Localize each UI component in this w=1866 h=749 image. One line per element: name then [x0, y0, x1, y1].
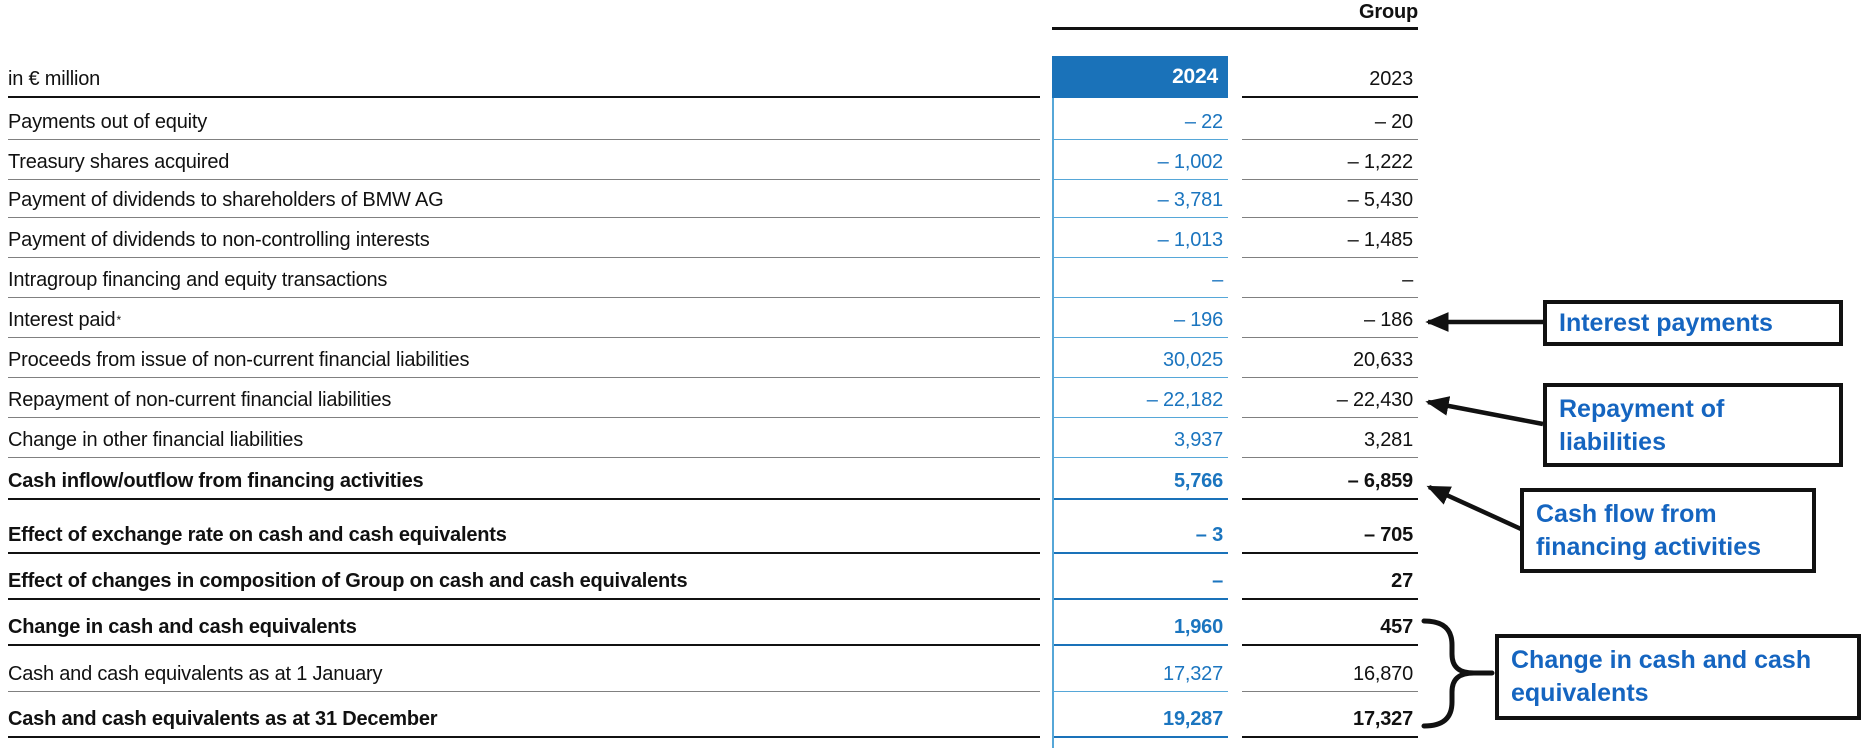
row-label: Intragroup financing and equity transactions [8, 269, 388, 291]
row-label: Effect of changes in composition of Group on cash and cash equivalents [8, 570, 688, 592]
column-gap [1228, 378, 1242, 418]
table-row [8, 500, 1418, 554]
column-gap [1228, 554, 1242, 600]
table-row [8, 338, 1418, 378]
column-gap [1040, 600, 1052, 646]
value-2024: – 1,013 [1052, 218, 1228, 258]
callout-repayment-liabilities [1543, 383, 1843, 467]
column-gap [1040, 38, 1052, 98]
column-gap [1040, 218, 1052, 258]
group-column-header: Group [1359, 1, 1418, 23]
column-gap [1228, 692, 1242, 738]
row-label: Treasury shares acquired [8, 151, 230, 173]
table-row [8, 218, 1418, 258]
column-gap [1040, 338, 1052, 378]
value-2023: – 5,430 [1242, 180, 1418, 218]
row-label: Cash inflow/outflow from financing activities [8, 470, 424, 492]
column-gap [1228, 458, 1242, 500]
value-2024: 5,766 [1052, 458, 1228, 500]
column-header-2024: 2024 [1052, 56, 1228, 98]
column-gap [1040, 500, 1052, 554]
value-2024: – [1052, 554, 1228, 600]
brace-change-in-cash [1424, 621, 1492, 726]
column-gap [1228, 338, 1242, 378]
table-row [8, 140, 1418, 180]
value-2023: – 705 [1242, 500, 1418, 554]
value-2023: – 1,485 [1242, 218, 1418, 258]
value-2023: 20,633 [1242, 338, 1418, 378]
table-row [8, 298, 1418, 338]
row-label: Cash and cash equivalents as at 31 December [8, 708, 438, 730]
table-header-row [8, 38, 1418, 98]
table-row [8, 692, 1418, 738]
value-2023: – 20 [1242, 98, 1418, 140]
value-2024: – 1,002 [1052, 140, 1228, 180]
column-header-2023: 2023 [1242, 38, 1418, 98]
row-label: Payment of dividends to non-controlling interests [8, 229, 430, 251]
column-gap [1040, 140, 1052, 180]
column-gap [1228, 258, 1242, 298]
row-label: Effect of exchange rate on cash and cash equivalents [8, 524, 507, 546]
value-2024: 3,937 [1052, 418, 1228, 458]
row-label: Cash and cash equivalents as at 1 January [8, 663, 383, 685]
value-2023: – 186 [1242, 298, 1418, 338]
value-2024: – 196 [1052, 298, 1228, 338]
column-gap [1228, 180, 1242, 218]
column-gap [1228, 500, 1242, 554]
column-gap [1228, 38, 1242, 98]
value-2023: – 6,859 [1242, 458, 1418, 500]
value-2024: – 22 [1052, 98, 1228, 140]
row-label: Proceeds from issue of non-current financial liabilities [8, 349, 470, 371]
table-row [8, 600, 1418, 646]
row-label: Payments out of equity [8, 111, 208, 133]
column-gap [1040, 98, 1052, 140]
column-gap [1040, 180, 1052, 218]
callout-interest-payments [1543, 300, 1843, 346]
column-gap [1228, 418, 1242, 458]
row-label: Interest paid [8, 309, 116, 331]
column-gap [1040, 298, 1052, 338]
row-label: Change in cash and cash equivalents [8, 616, 357, 638]
row-label: Change in other financial liabilities [8, 429, 304, 451]
value-2024: 19,287 [1052, 692, 1228, 738]
table-body [8, 98, 1418, 738]
column-gap [1228, 218, 1242, 258]
column-gap [1040, 458, 1052, 500]
value-2023: 16,870 [1242, 646, 1418, 692]
column-gap [1228, 298, 1242, 338]
column-header-2024-cell [1052, 38, 1228, 98]
value-2023: – 22,430 [1242, 378, 1418, 418]
callout-text: Interest payments [1559, 308, 1773, 337]
value-2024: 1,960 [1052, 600, 1228, 646]
table-row [8, 98, 1418, 140]
table-row [8, 418, 1418, 458]
row-label: Payment of dividends to shareholders of BMW AG [8, 189, 444, 211]
arrow-cash-flow-financing [1429, 487, 1521, 529]
column-gap [1228, 98, 1242, 140]
cash-flow-table [8, 38, 1418, 738]
value-2024: – 3,781 [1052, 180, 1228, 218]
value-2023: – 1,222 [1242, 140, 1418, 180]
value-2024: – [1052, 258, 1228, 298]
column-gap [1040, 646, 1052, 692]
column-gap [1040, 378, 1052, 418]
value-2024: 30,025 [1052, 338, 1228, 378]
column-gap [1228, 646, 1242, 692]
footnote-asterisk: * [116, 313, 121, 327]
callout-change-in-cash [1495, 634, 1861, 720]
callout-text: Change in cash and cash equivalents [1511, 646, 1812, 707]
column-gap [1040, 258, 1052, 298]
value-2024: 17,327 [1052, 646, 1228, 692]
column-gap [1228, 600, 1242, 646]
value-2023: – [1242, 258, 1418, 298]
value-2024: – 22,182 [1052, 378, 1228, 418]
group-header-rule [1052, 27, 1418, 30]
value-2023: 17,327 [1242, 692, 1418, 738]
unit-label: in € million [8, 38, 1040, 98]
value-2023: 457 [1242, 600, 1418, 646]
value-2024: – 3 [1052, 500, 1228, 554]
table-row [8, 258, 1418, 298]
callout-text: Repayment of liabilities [1559, 395, 1725, 456]
callout-text: Cash flow from financing activities [1536, 500, 1762, 561]
callout-cash-flow-financing [1520, 488, 1816, 573]
table-row [8, 180, 1418, 218]
column-gap [1040, 692, 1052, 738]
value-2023: 27 [1242, 554, 1418, 600]
value-2023: 3,281 [1242, 418, 1418, 458]
column-gap [1040, 418, 1052, 458]
arrow-repayment-liabilities [1428, 402, 1543, 424]
table-row [8, 458, 1418, 500]
table-row [8, 378, 1418, 418]
column-gap [1040, 554, 1052, 600]
row-label: Repayment of non-current financial liabilities [8, 389, 392, 411]
table-row [8, 646, 1418, 692]
table-row [8, 554, 1418, 600]
column-gap [1228, 140, 1242, 180]
current-year-column-border [1052, 98, 1054, 748]
